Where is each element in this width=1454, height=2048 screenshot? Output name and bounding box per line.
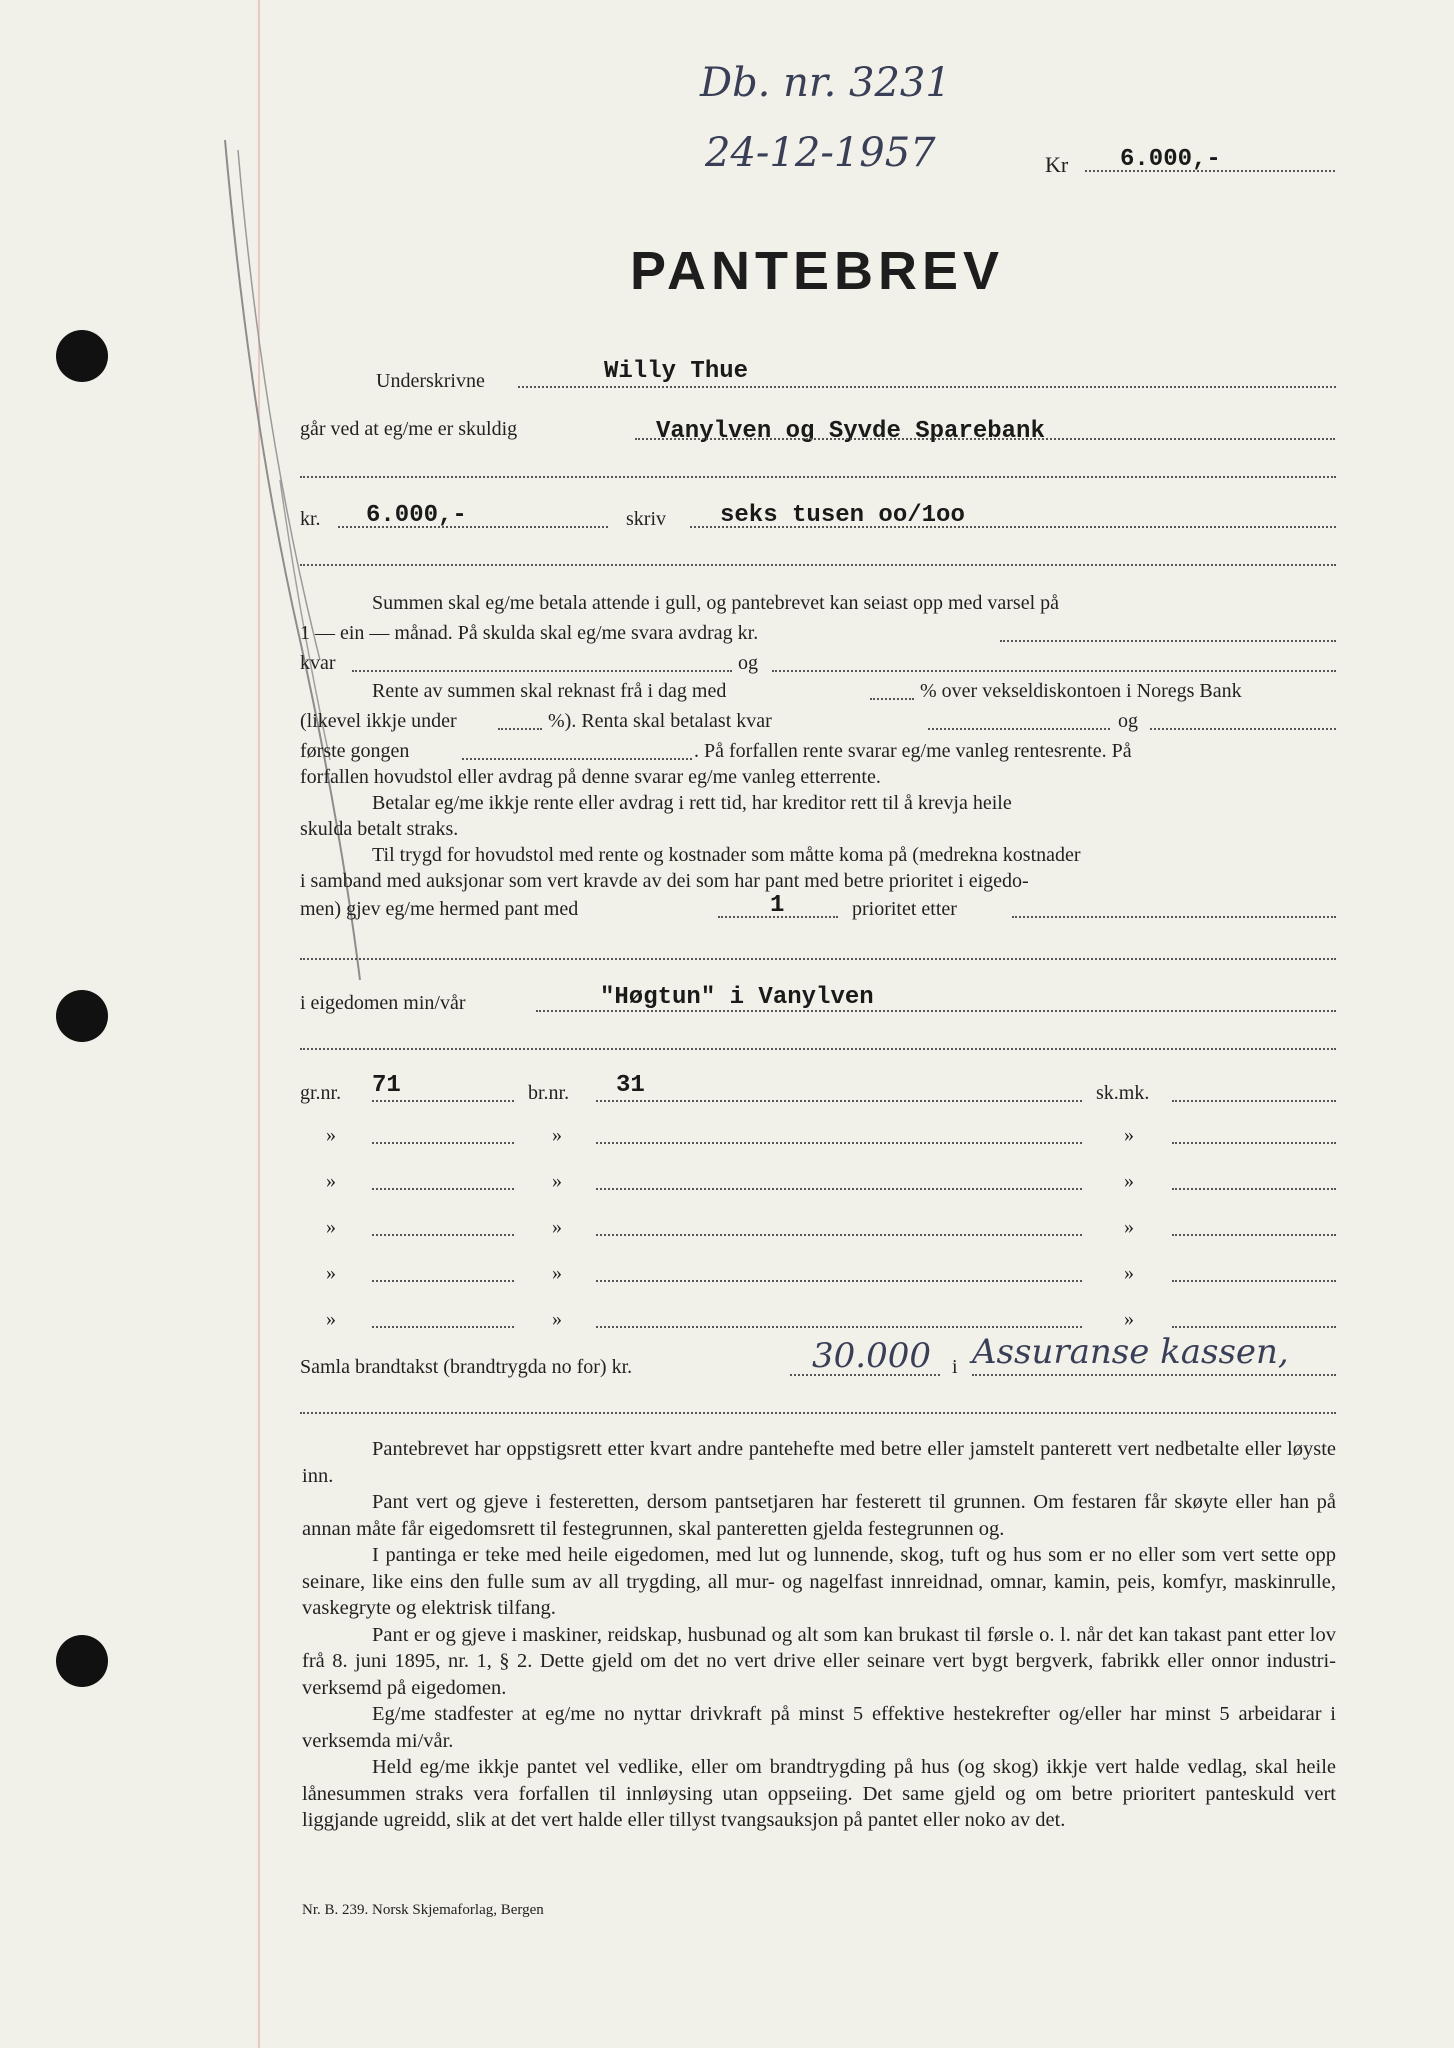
skriv-label: skriv	[626, 508, 666, 530]
dotted-line	[1172, 1188, 1336, 1190]
dotted-line	[596, 1188, 1082, 1190]
dotted-line	[596, 1326, 1082, 1328]
text-line: Summen skal eg/me betala attende i gull, og pantebrevet kan seiast opp med varsel på	[372, 592, 1060, 614]
dotted-line	[300, 564, 1336, 566]
creditor-value: Vanylven og Syvde Sparebank	[656, 418, 1045, 445]
ditto-mark: »	[1124, 1170, 1134, 1192]
ditto-mark: »	[326, 1262, 336, 1284]
dotted-line	[596, 1142, 1082, 1144]
dotted-line	[518, 386, 1336, 388]
dotted-line	[372, 1234, 514, 1236]
text-line: og	[738, 652, 758, 674]
grnr-label: gr.nr.	[300, 1082, 342, 1104]
dotted-line	[928, 728, 1110, 730]
dotted-line	[352, 670, 732, 672]
text-line: 1 — ein — månad. På skulda skal eg/me svara avdrag kr.	[300, 622, 759, 644]
dotted-line	[536, 1010, 1336, 1012]
text-line: og	[1118, 710, 1138, 732]
ditto-mark: »	[326, 1170, 336, 1192]
terms-paragraph: Pant er og gjeve i maskiner, reidskap, husbunad og alt som kan brukast til førsle o. l. når det kan takast pant etter lov frå 8. juni 1895, nr. 1, § 2. Dette gjeld om det no vert drive eller seinare vert bygt bergverk, fabrikk eller onnor industri-verksemd på eigedomen.	[302, 1623, 1336, 1699]
dotted-line	[300, 476, 1336, 478]
text-line: % over vekseldiskontoen i Noregs Bank	[920, 680, 1242, 702]
brnr-value: 31	[616, 1072, 645, 1099]
text-line: Betalar eg/me ikkje rente eller avdrag i rett tid, har kreditor rett til å krevja heile	[372, 792, 1012, 814]
dotted-line	[372, 1142, 514, 1144]
dotted-line	[372, 1188, 514, 1190]
dotted-line	[1172, 1326, 1336, 1328]
terms-paragraph: Eg/me stadfester at eg/me no nyttar drivkraft på minst 5 effektive hestekrefter og/eller har minst 5 arbeidarar i verksemda mi/vår.	[302, 1703, 1336, 1752]
kr-label: kr.	[300, 508, 321, 530]
amount-prefix-label: Kr	[1045, 152, 1069, 177]
dotted-line	[1172, 1234, 1336, 1236]
ditto-mark: »	[552, 1308, 562, 1330]
terms-section	[302, 1436, 1336, 1834]
text-line: %). Renta skal betalast kvar	[548, 710, 772, 732]
dotted-line	[596, 1234, 1082, 1236]
ditto-mark: »	[552, 1124, 562, 1146]
text-line: men) gjev eg/me hermed pant med	[300, 898, 579, 920]
dotted-line	[790, 1374, 940, 1376]
dotted-line	[372, 1280, 514, 1282]
brandtakst-in-label: i	[952, 1356, 958, 1378]
registration-number: Db. nr. 3231	[700, 60, 951, 106]
ditto-mark: »	[1124, 1308, 1134, 1330]
ditto-mark: »	[552, 1262, 562, 1284]
text-line: Til trygd for hovudstol med rente og kostnader som måtte koma på (medrekna kostnader	[372, 844, 1081, 866]
priority-value: 1	[770, 892, 785, 919]
dotted-line	[300, 958, 1336, 960]
dotted-line	[1172, 1280, 1336, 1282]
dotted-line	[596, 1100, 1082, 1102]
grnr-value: 71	[372, 1072, 401, 1099]
ditto-mark: »	[1124, 1262, 1134, 1284]
dotted-line	[300, 1048, 1336, 1050]
text-line: skulda betalt straks.	[300, 818, 459, 840]
ditto-mark: »	[326, 1124, 336, 1146]
text-line: forfallen hovudstol eller avdrag på denne svarar eg/me vanleg etterrente.	[300, 766, 881, 788]
dotted-line	[372, 1100, 514, 1102]
ditto-mark: »	[1124, 1124, 1134, 1146]
insurance-company: Assuranse kassen,	[972, 1332, 1289, 1372]
dotted-line	[690, 526, 1336, 528]
ditto-mark: »	[552, 1216, 562, 1238]
brandtakst-label: Samla brandtakst (brandtrygda no for) kr.	[300, 1356, 633, 1378]
underskrivne-label: Underskrivne	[376, 370, 485, 392]
text-line: kvar	[300, 652, 336, 674]
dotted-line	[635, 438, 1335, 440]
dotted-line	[1172, 1100, 1336, 1102]
dotted-line	[498, 728, 542, 730]
terms-paragraph: I pantinga er teke med heile eigedomen, med lut og lunnende, skog, tuft og hus som er no eller som vert sette opp seinare, like eins den fulle sum av all trygding, all mur- og nagelfast innreidnad, omnar, kamin, peis, komfyr, maskinrulle, vaskegryte og elektrisk tilfang.	[302, 1544, 1336, 1619]
dotted-line	[1150, 728, 1336, 730]
dotted-line	[1172, 1142, 1336, 1144]
eigedom-label: i eigedomen min/vår	[300, 992, 466, 1014]
header-amount: 6.000,-	[1120, 146, 1221, 173]
ditto-mark: »	[1124, 1216, 1134, 1238]
dotted-line	[870, 698, 914, 700]
text-line: Rente av summen skal reknast frå i dag med	[372, 680, 727, 702]
brnr-label: br.nr.	[528, 1082, 570, 1104]
dotted-line	[972, 1374, 1336, 1376]
text-line: i samband med auksjonar som vert kravde av dei som har pant med betre prioritet i eigedo-	[300, 870, 1029, 892]
dotted-line	[300, 1412, 1336, 1414]
dotted-line	[372, 1326, 514, 1328]
dotted-line	[772, 670, 1336, 672]
dotted-line	[1000, 640, 1336, 642]
loan-amount: 6.000,-	[366, 502, 467, 529]
text-line: . På forfallen rente svarar eg/me vanleg rentesrente. På	[694, 740, 1132, 762]
brandtakst-amount: 30.000	[812, 1336, 931, 1376]
amount-in-words: seks tusen oo/1oo	[720, 502, 965, 529]
text-line: (likevel ikkje under	[300, 710, 457, 732]
dotted-line	[1085, 170, 1335, 172]
ditto-mark: »	[552, 1170, 562, 1192]
form-footer: Nr. B. 239. Norsk Skjemaforlag, Bergen	[302, 1902, 544, 1918]
dotted-line	[338, 526, 608, 528]
dotted-line	[1012, 916, 1336, 918]
text-line: prioritet etter	[852, 898, 957, 920]
terms-paragraph: Pantebrevet har oppstigsrett etter kvart andre pantehefte med betre eller jamstelt panterett vert nedbetalte eller løyste inn.	[302, 1438, 1336, 1487]
ditto-mark: »	[326, 1216, 336, 1238]
text-line: første gongen	[300, 740, 410, 762]
registration-date: 24-12-1957	[705, 130, 936, 176]
property-name: "Høgtun" i Vanylven	[600, 984, 874, 1011]
skmk-label: sk.mk.	[1096, 1082, 1150, 1104]
skuldig-label: går ved at eg/me er skuldig	[300, 418, 518, 440]
underskrivne-value: Willy Thue	[604, 358, 749, 385]
dotted-line	[596, 1280, 1082, 1282]
dotted-line	[462, 758, 692, 760]
terms-paragraph: Pant vert og gjeve i festeretten, dersom pantsetjaren har festerett til grunnen. Om festaren får skøyte eller han på annan måte får eigedomsrett til festegrunnen, skal panteretten gjelda festegrunnen og.	[302, 1491, 1336, 1540]
document-title: PANTEBREV	[630, 241, 1005, 301]
terms-paragraph: Held eg/me ikkje pantet vel vedlike, eller om brandtrygding på hus (og skog) ikkje vert halde vedlag, skal heile lånesummen straks vera forfallen til innløysing utan oppseiing. Det same gjeld og om betre prioritert panteskuld vert liggjande ugreidd, slik at det vert halde eller tillyst tvangsauksjon på pantet eller noko av det.	[302, 1756, 1336, 1831]
ditto-mark: »	[326, 1308, 336, 1330]
